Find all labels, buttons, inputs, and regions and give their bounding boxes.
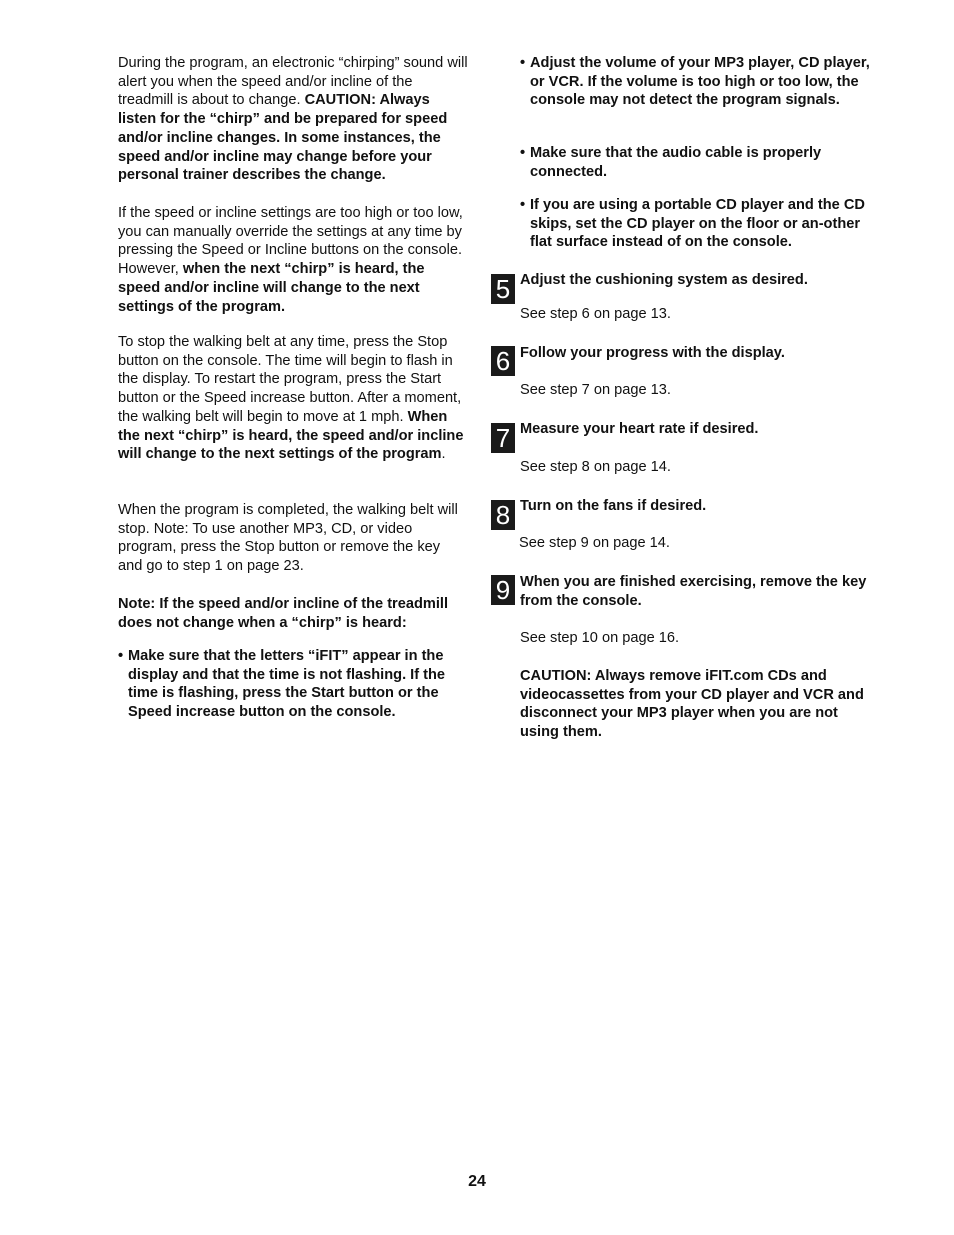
step-5-number: 5 xyxy=(491,274,515,304)
step-9-reference: See step 10 on page 16. xyxy=(520,630,680,646)
bullet-symbol: • xyxy=(520,145,526,161)
bullet-item-ifit-display xyxy=(118,647,468,722)
manual-override-text: If the speed or incline settings are too high or too low, you can manually override the settings at any time by pressing the Speed or Incline buttons on the console. However, xyxy=(118,205,463,278)
page-number: 24 xyxy=(468,1173,486,1190)
step-7-reference: See step 8 on page 14. xyxy=(520,459,671,475)
step-9-number: 9 xyxy=(491,575,515,605)
step-8-title: Turn on the fans if desired. xyxy=(520,498,707,514)
stop-belt-text: To stop the walking belt at any time, press the Stop button on the console. The time will begin to flash in the display. To restart the program, press the Start button or the Speed increase button. After a moment, the walking belt will begin to move at 1 mph. xyxy=(118,334,462,425)
paragraph-program-completed: When the program is completed, the walking belt will stop. Note: To use another MP3, CD, or video program, press the Stop button or remove the key and go to step 1 on page 23. xyxy=(118,502,458,575)
chirp-alert-text: During the program, an electronic “chirping” sound will alert you when the speed and/or incline of the treadmill is about to change. xyxy=(118,55,468,109)
bullet-item-volume xyxy=(520,54,870,110)
bullet-text: If you are using a portable CD player and the CD skips, set the CD player on the floor or an-other flat surface instead of on the console. xyxy=(530,197,865,251)
step-7-title: Measure your heart rate if desired. xyxy=(520,421,759,437)
paragraph-manual-override xyxy=(118,204,468,316)
paragraph-chirp-alert xyxy=(118,54,468,185)
stop-belt-end: . xyxy=(441,446,446,463)
chirp-caution-text: CAUTION: Always listen for the “chirp” and be prepared for speed and/or incline changes. In some instances, the speed and/or incline may change before your personal trainer describes the change. xyxy=(118,92,448,184)
step-9-title: When you are finished exercising, remove the key from the console. xyxy=(520,574,867,609)
step-8-number: 8 xyxy=(491,500,515,530)
manual-override-bold-text: when the next “chirp” is heard, the speed and/or incline will change to the next settings of the program. xyxy=(118,261,425,315)
note-heading: Note: If the speed and/or incline of the treadmill does not change when a “chirp” is heard: xyxy=(118,596,449,631)
bullet-item-cd-skips xyxy=(520,196,870,252)
step-5-reference: See step 6 on page 13. xyxy=(520,306,671,322)
step-8-reference: See step 9 on page 14. xyxy=(519,535,670,551)
caution-remove-media: CAUTION: Always remove iFIT.com CDs and videocassettes from your CD player and VCR and disconnect your MP3 player when you are not using them. xyxy=(520,668,864,741)
bullet-text: Make sure that the audio cable is properly connected. xyxy=(530,145,822,180)
step-5-title: Adjust the cushioning system as desired. xyxy=(520,272,808,288)
step-6-number: 6 xyxy=(491,346,515,376)
bullet-symbol: • xyxy=(520,197,526,213)
step-7-number: 7 xyxy=(491,423,515,453)
step-6-reference: See step 7 on page 13. xyxy=(520,382,671,398)
paragraph-stop-belt xyxy=(118,333,468,464)
bullet-symbol: • xyxy=(520,55,526,71)
bullet-item-audio-cable xyxy=(520,144,870,181)
step-6-title: Follow your progress with the display. xyxy=(520,345,785,361)
bullet-text: Make sure that the letters “iFIT” appear in the display and that the time is not flashing. If the time is flashing, press the Start button or the Speed increase button on the console. xyxy=(128,648,446,721)
bullet-text: Adjust the volume of your MP3 player, CD player, or VCR. If the volume is too high or too low, the console may not detect the program signals. xyxy=(530,55,870,109)
bullet-symbol: • xyxy=(118,648,124,664)
stop-belt-bold-text: When the next “chirp” is heard, the speed and/or incline will change to the next settings of the program xyxy=(118,408,464,463)
